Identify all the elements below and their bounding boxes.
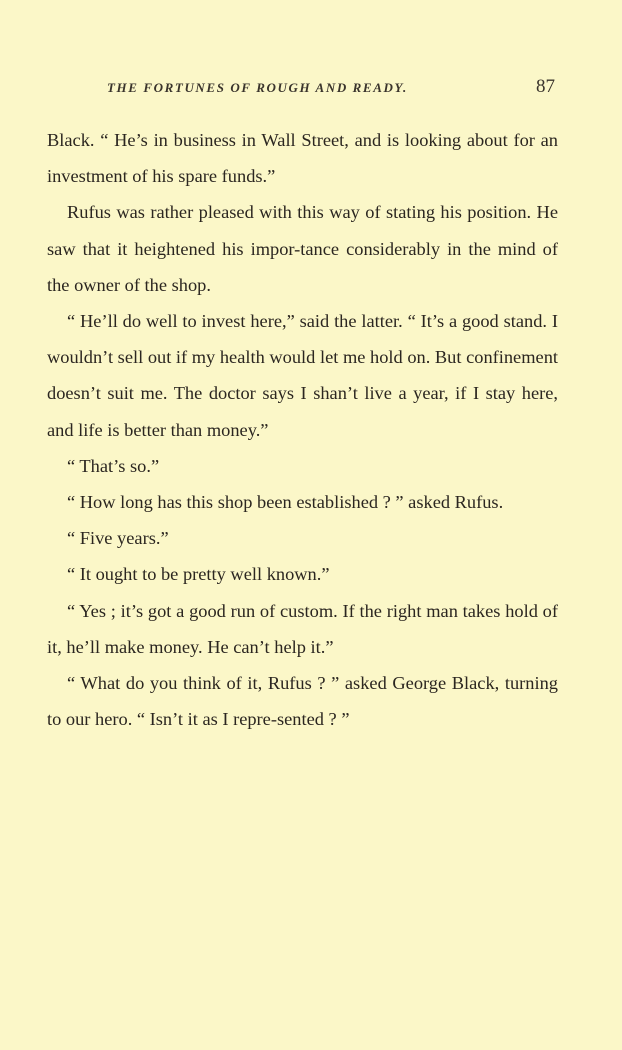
paragraph: “ He’ll do well to invest here,” said the latter. “ It’s a good stand. I wouldn’t sell out if my health would let me hold on. But confinement doesn’t suit me. The doctor says I shan’t live a year, if I stay here, and life is better than money.”: [47, 311, 558, 440]
running-title: THE FORTUNES OF ROUGH AND READY.: [107, 80, 408, 95]
paragraph: “ That’s so.”: [67, 455, 160, 476]
page-number: 87: [536, 76, 555, 97]
paragraph: Rufus was rather pleased with this way of stating his position. He saw that it heightened his impor-tance considerably in the mind of the owner of the shop.: [47, 202, 558, 295]
paragraph: “ Five years.”: [67, 528, 169, 549]
paragraph: “ It ought to be pretty well known.”: [67, 564, 330, 585]
paragraph: “ What do you think of it, Rufus ? ” asked George Black, turning to our hero. “ Isn’t it as I repre-sented ? ”: [47, 673, 558, 730]
paragraph: “ How long has this shop been established ? ” asked Rufus.: [67, 492, 504, 513]
paragraph: “ Yes ; it’s got a good run of custom. If the right man takes hold of it, he’ll make money. He can’t help it.”: [47, 600, 558, 657]
text-body: [47, 122, 558, 737]
paragraph: Black. “ He’s in business in Wall Street, and is looking about for an investment of his spare funds.”: [47, 130, 558, 187]
running-header: [47, 76, 557, 100]
